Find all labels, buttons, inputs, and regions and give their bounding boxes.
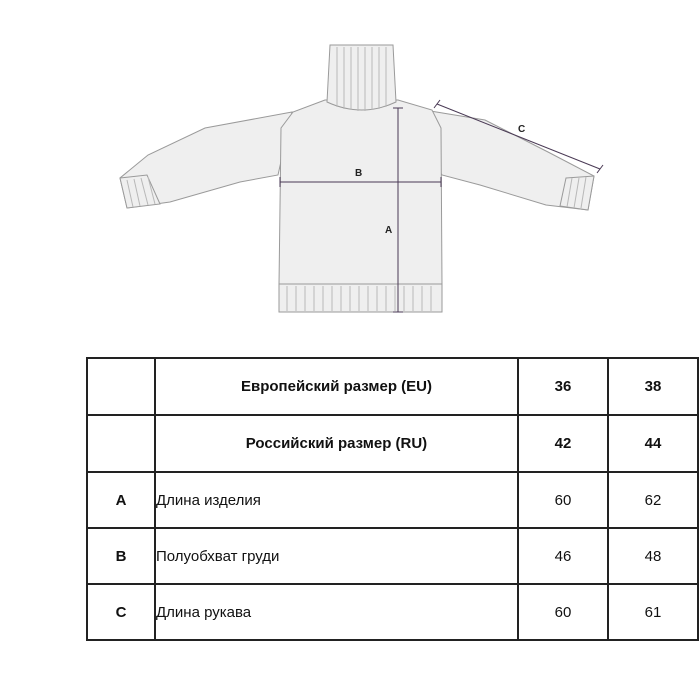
measure-label: Полуобхват груди: [155, 528, 518, 584]
eu-size-value: 38: [608, 358, 698, 415]
sweater-body: [279, 100, 442, 285]
measure-code: C: [87, 584, 155, 640]
sweater-diagram: [0, 0, 700, 330]
label-c: C: [518, 124, 526, 135]
table-row: [87, 528, 698, 584]
hem-band: [279, 284, 442, 312]
empty-cell: [87, 358, 155, 415]
ru-size-value: 44: [608, 415, 698, 472]
table-row: [87, 472, 698, 528]
measure-value: 62: [608, 472, 698, 528]
ru-size-value: 42: [518, 415, 608, 472]
measure-label: Длина рукава: [155, 584, 518, 640]
measure-value: 60: [518, 472, 608, 528]
measure-label: Длина изделия: [155, 472, 518, 528]
measure-value: 46: [518, 528, 608, 584]
measure-value: 61: [608, 584, 698, 640]
measure-code: B: [87, 528, 155, 584]
measure-value: 60: [518, 584, 608, 640]
eu-size-value: 36: [518, 358, 608, 415]
ru-size-label: Российский размер (RU): [155, 415, 518, 472]
table-row: [87, 584, 698, 640]
label-a: A: [385, 225, 393, 236]
ru-size-row: [87, 415, 698, 472]
size-table: [86, 357, 699, 641]
label-b: B: [355, 168, 363, 179]
measure-code: A: [87, 472, 155, 528]
measure-value: 48: [608, 528, 698, 584]
empty-cell: [87, 415, 155, 472]
eu-size-row: [87, 358, 698, 415]
eu-size-label: Европейский размер (EU): [155, 358, 518, 415]
